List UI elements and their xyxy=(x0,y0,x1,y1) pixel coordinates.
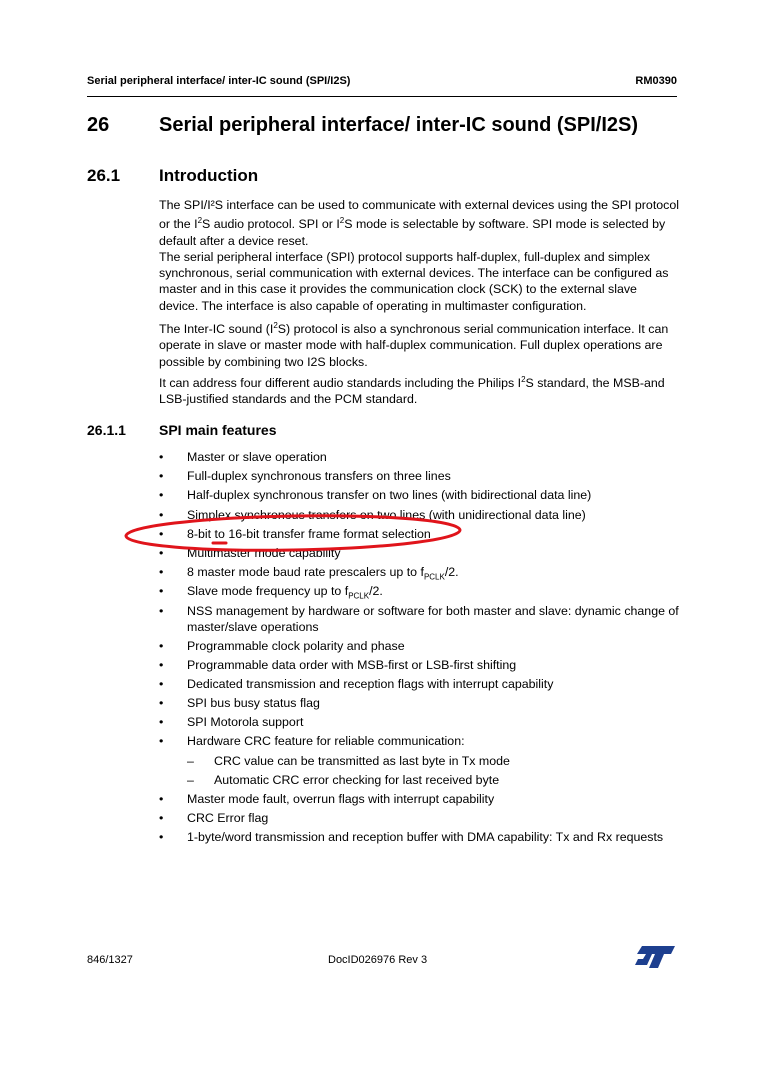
list-item: • Half-duplex synchronous transfer on two lines (with bidirectional data line) xyxy=(159,488,592,503)
list-item: • Full-duplex synchronous transfers on three lines xyxy=(159,469,451,484)
running-header-title: Serial peripheral interface/ inter-IC sound (SPI/I2S) xyxy=(87,75,351,87)
bullet-glyph: • xyxy=(159,734,164,749)
sub-list-item: – Automatic CRC error checking for last received byte xyxy=(187,772,500,787)
list-item: • Programmable data order with MSB-first or LSB-first shifting xyxy=(159,657,517,672)
bullet-glyph: • xyxy=(159,545,164,560)
bullet-glyph: • xyxy=(159,830,164,845)
bullet-glyph: • xyxy=(159,488,164,503)
bullet-glyph: • xyxy=(159,715,164,730)
list-item: • CRC Error flag xyxy=(159,811,269,826)
bullet-glyph: • xyxy=(159,811,164,826)
list-item-highlighted: • 8-bit to 16-bit transfer frame format selection xyxy=(159,526,431,541)
intro-paragraph-2: The serial peripheral interface (SPI) protocol supports half-duplex, full-duplex and simplex synchronous, serial communication with external devices. The interface can be configured as master and in this case it provides the communication clock (SCK) to the external slave device. The interface is also capable of operating in multimaster configuration. xyxy=(159,250,669,313)
dash-glyph: – xyxy=(187,772,194,787)
list-item: • SPI Motorola support xyxy=(159,715,304,730)
intro-paragraph-1: The SPI/I²S interface can be used to communicate with external devices using the SPI protocol or the $I^2S$ audio protocol. SPI or $I^2S$ mode is selectable by software. SPI mode is selected by default after a device reset. xyxy=(159,198,679,248)
subsection-title: Introduction xyxy=(159,166,259,185)
list-item: • 8 master mode baud rate prescalers up to $f_{PCLK}/2$. xyxy=(159,565,459,582)
features-title: SPI main features xyxy=(159,422,277,438)
bullet-glyph: • xyxy=(159,565,164,580)
doc-id: DocID026976 Rev 3 xyxy=(328,954,428,966)
bullet-glyph: • xyxy=(159,792,164,806)
list-item: • Multimaster mode capability xyxy=(159,545,341,560)
dash-glyph: – xyxy=(187,753,194,768)
list-item: • Dedicated transmission and reception flags with interrupt capability xyxy=(159,676,554,691)
bullet-glyph: • xyxy=(159,584,164,599)
bullet-glyph: • xyxy=(159,507,164,522)
features-number: 26.1.1 xyxy=(87,422,126,438)
bullet-glyph: • xyxy=(159,696,164,711)
bullet-glyph: • xyxy=(159,469,164,484)
section-title: Serial peripheral interface/ inter-IC sound (SPI/I2S) xyxy=(159,114,639,136)
bullet-glyph: • xyxy=(159,657,164,672)
page-number: 846/1327 xyxy=(87,954,133,966)
list-item: • Hardware CRC feature for reliable communication: xyxy=(159,734,465,749)
list-item: • Slave mode frequency up to $f_{PCLK}/2$. xyxy=(159,584,383,601)
list-item: • NSS management by hardware or software for both master and slave: dynamic change of master/slave operations xyxy=(159,603,679,634)
section-number: 26 xyxy=(87,114,110,136)
bullet-glyph: • xyxy=(159,450,164,464)
bullet-glyph: • xyxy=(159,676,164,691)
list-item: • Simplex synchronous transfers on two lines (with unidirectional data line) xyxy=(159,507,586,522)
list-item: • SPI bus busy status flag xyxy=(159,696,320,711)
list-item: • 1-byte/word transmission and reception buffer with DMA capability: Tx and Rx requests xyxy=(159,830,664,845)
intro-paragraph-4: It can address four different audio standards including the Philips $I^2S$ standard, the MSB-and LSB-justified standards and the PCM standard. xyxy=(159,375,665,407)
bullet-glyph: • xyxy=(159,638,164,653)
sub-list-item: – CRC value can be transmitted as last byte in Tx mode xyxy=(187,753,510,768)
bullet-glyph: • xyxy=(159,603,164,618)
running-header-docref: RM0390 xyxy=(635,75,677,87)
subsection-number: 26.1 xyxy=(87,166,121,185)
list-item: • Master or slave operation xyxy=(159,450,327,464)
st-logo-icon xyxy=(634,945,676,969)
bullet-glyph: • xyxy=(159,526,164,541)
feature-list xyxy=(159,449,689,849)
intro-paragraph-3: The Inter-IC sound $(I^2S)$ protocol is also a synchronous serial communication interface. It can operate in slave or master mode with half-duplex communication. Full duplex operations are possible by combining two I2S blocks. xyxy=(159,321,669,369)
list-item: • Programmable clock polarity and phase xyxy=(159,638,405,653)
list-item: • Master mode fault, overrun flags with interrupt capability xyxy=(159,792,495,806)
header-rule xyxy=(87,96,677,97)
